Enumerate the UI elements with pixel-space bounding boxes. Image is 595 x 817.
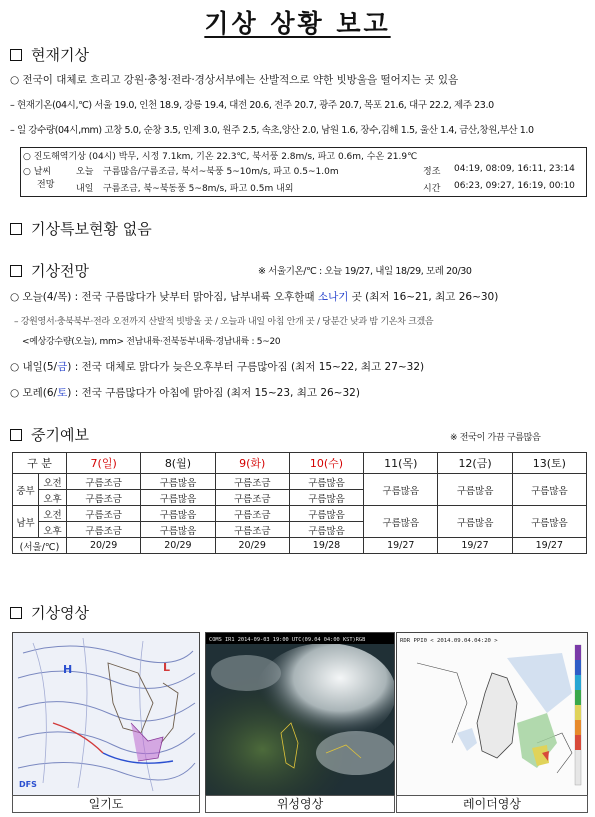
outlook-label-1: ○ 날씨 [23, 167, 52, 177]
forecast-day-after: ○ 모레(6/토) : 전국 구름많다가 아침에 맑아짐 (최저 15~23, 최고 26~32) [10, 387, 360, 399]
table-cell: 구름조금 [215, 474, 289, 490]
outlook-tomorrow-label: 내일 [76, 184, 94, 194]
table-row [13, 474, 587, 490]
caption-radar: 레이더영상 [396, 795, 588, 813]
table-cell: 20/29 [67, 538, 141, 554]
satellite-header-text: COMS IR1 2014-09-03 19:00 UTC(09.04 04:00 KST)RGB [209, 637, 366, 643]
table-cell: 19/27 [364, 538, 438, 554]
section-current [10, 44, 89, 65]
table-cell: 구름많음 [438, 506, 512, 538]
region-label: 남부 [13, 506, 39, 538]
table-cell: 20/29 [141, 538, 215, 554]
checkbox-icon [10, 49, 22, 61]
table-header-cell: 7(일) [67, 453, 141, 474]
section-midterm-title: 중기예보 [31, 426, 89, 444]
shower-highlight: 소나기 [317, 291, 349, 303]
outlook-today-label: 오늘 [76, 167, 94, 177]
table-cell: 19/27 [512, 538, 586, 554]
period-label: 오후 [39, 522, 67, 538]
outlook-label-2: 전망 [37, 180, 55, 190]
weather-chart-svg [13, 633, 199, 795]
checkbox-icon [10, 607, 22, 619]
period-label: 오전 [39, 506, 67, 522]
table-cell: 구름많음 [364, 506, 438, 538]
period-label: 오후 [39, 490, 67, 506]
table-row [13, 538, 587, 554]
table-cell: 구름많음 [141, 474, 215, 490]
low-pressure-mark: L [163, 661, 171, 674]
section-images-title: 기상영상 [31, 604, 89, 622]
dfs-logo: DFS [19, 780, 37, 789]
radar-header-text: RDR PPI0 < 2014.09.04.04:20 > [400, 638, 498, 644]
section-warning-title: 기상특보현황 없음 [31, 220, 152, 238]
table-cell: 구름조금 [67, 522, 141, 538]
period-label: 오전 [39, 474, 67, 490]
table-cell: 구름조금 [67, 474, 141, 490]
checkbox-icon [10, 223, 22, 235]
table-cell: 구름많음 [364, 474, 438, 506]
table-header-cell: 10(수) [289, 453, 363, 474]
midterm-note: ※ 전국이 가끔 구름많음 [450, 433, 541, 443]
table-cell: 구름많음 [141, 506, 215, 522]
table-cell: 구름많음 [289, 506, 363, 522]
caption-weather-chart: 일기도 [12, 795, 200, 813]
table-cell: 20/29 [215, 538, 289, 554]
section-images [10, 602, 89, 623]
table-cell: 구름조금 [67, 490, 141, 506]
table-cell: 구름많음 [512, 474, 586, 506]
table-cell: 구름조금 [67, 506, 141, 522]
table-cell: 구름많음 [141, 490, 215, 506]
page-title: 기상 상황 보고 [204, 9, 391, 38]
table-cell: 구름조금 [215, 522, 289, 538]
tide-times: 04:19, 08:09, 16:11, 23:14 [454, 164, 575, 174]
table-header-cell: 11(목) [364, 453, 438, 474]
checkbox-icon [10, 265, 22, 277]
table-header-cell: 9(화) [215, 453, 289, 474]
seoul-temperature-note: ※ 서울기온/℃ : 오늘 19/27, 내일 18/29, 모레 20/30 [258, 266, 472, 277]
section-forecast [10, 260, 89, 281]
table-header-cell: 8(월) [141, 453, 215, 474]
table-cell: 19/27 [438, 538, 512, 554]
satellite-image [205, 632, 395, 796]
table-header-cell: 구 분 [13, 453, 67, 474]
jindo-sea-weather-box [20, 147, 587, 197]
section-current-title: 현재기상 [31, 46, 89, 64]
outlook-tomorrow: 구름조금, 북~북동풍 5~8m/s, 파고 0.5m 내외 [103, 184, 294, 194]
time-values: 06:23, 09:27, 16:19, 00:10 [454, 181, 575, 191]
high-pressure-mark: H [63, 663, 73, 676]
table-cell: 19/28 [289, 538, 363, 554]
current-temperatures: – 현재기온(04시,℃) 서울 19.0, 인천 18.9, 강릉 19.4, 대전 20.6, 전주 20.7, 광주 20.7, 목포 21.6, 대구 22.2, 제주 23.0 [10, 100, 494, 111]
forecast-today: ○ 오늘(4/목) : 전국 구름많다가 낮부터 맑아짐, 남부내륙 오후한때 소나기 곳 (최저 16~21, 최고 26~30) [10, 291, 499, 303]
midterm-forecast-table [12, 452, 587, 554]
satellite-svg [206, 633, 394, 795]
forecast-tomorrow: ○ 내일(5/금) : 전국 대체로 맑다가 늦은오후부터 구름많아짐 (최저 15~22, 최고 27~32) [10, 361, 425, 373]
sea-observation: ○ 진도해역기상 (04시) 박무, 시정 7.1km, 기온 22.3℃, 북서풍 2.8m/s, 파고 0.6m, 수온 21.9℃ [23, 152, 418, 162]
table-cell: 구름조금 [215, 506, 289, 522]
section-forecast-title: 기상전망 [31, 262, 89, 280]
section-warning [10, 218, 152, 239]
section-midterm [10, 424, 89, 445]
table-header-cell: 13(토) [512, 453, 586, 474]
table-cell: 구름많음 [141, 522, 215, 538]
tide-label: 정조 [423, 167, 441, 177]
table-cell: 구름많음 [512, 506, 586, 538]
table-cell: 구름많음 [289, 522, 363, 538]
checkbox-icon [10, 429, 22, 441]
seoul-temp-label: (서울/℃) [13, 538, 67, 554]
current-summary: ○ 전국이 대체로 흐리고 강원·충청·전라·경상서부에는 산발적으로 약한 빗방울을 떨어지는 곳 있음 [10, 74, 459, 86]
time-label: 시간 [423, 184, 441, 194]
current-rainfall: – 일 강수량(04시,mm) 고창 5.0, 순창 3.5, 인제 3.0, 원주 2.5, 속초,양산 2.0, 남원 1.6, 장수,김해 1.5, 울산 1.4, 금산,창원,부산 1.0 [10, 125, 534, 136]
table-header-cell: 12(금) [438, 453, 512, 474]
table-cell: 구름많음 [289, 474, 363, 490]
radar-image [396, 632, 588, 796]
region-label: 중부 [13, 474, 39, 506]
outlook-today: 구름많음/구름조금, 북서~북풍 5~10m/s, 파고 0.5~1.0m [103, 167, 339, 177]
forecast-today-rain: <예상강수량(오늘), mm> 전남내륙·전북동부내륙·경남내륙 : 5~20 [22, 337, 281, 347]
caption-satellite: 위성영상 [205, 795, 395, 813]
table-row [13, 506, 587, 522]
table-cell: 구름많음 [438, 474, 512, 506]
table-cell: 구름조금 [215, 490, 289, 506]
weather-chart-image [12, 632, 200, 796]
forecast-today-detail: – 강원영서·충북북부·전라 오전까지 산발적 빗방울 곳 / 오늘과 내일 아침 안개 곳 / 당분간 낮과 밤 기온차 크겠음 [14, 317, 434, 327]
table-header-row [13, 453, 587, 474]
radar-svg [397, 633, 587, 795]
table-cell: 구름많음 [289, 490, 363, 506]
